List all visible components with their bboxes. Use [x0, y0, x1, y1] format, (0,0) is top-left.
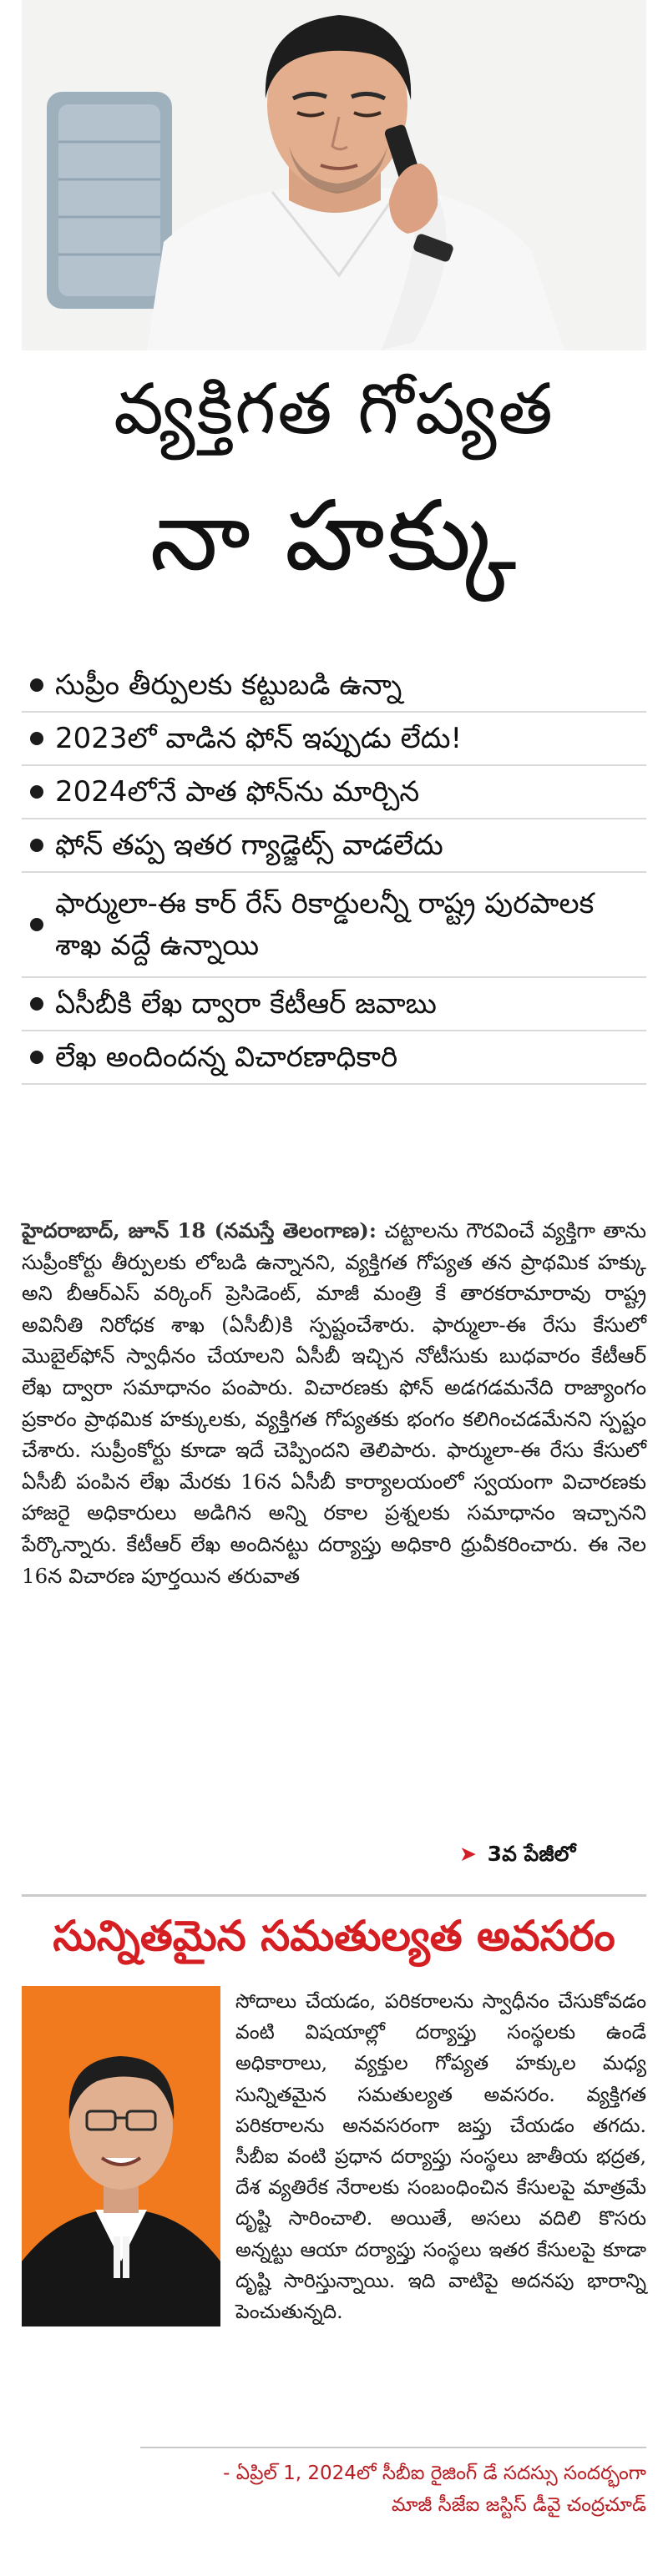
highlight-item	[22, 978, 646, 1031]
section-divider	[22, 1894, 646, 1897]
highlight-text: ఏసీబీకి లేఖ ద్వారా కేటీఆర్ జవాబు	[55, 987, 437, 1021]
highlight-text: ఫార్ములా-ఈ కార్ రేస్ రికార్డులన్నీ రాష్ట్ర పురపాలక శాఖ వద్దే ఉన్నాయి	[55, 887, 595, 962]
quote-credit	[140, 2458, 646, 2521]
credit-divider	[140, 2447, 646, 2448]
bullet-dot-icon	[30, 732, 43, 745]
article-body	[22, 1215, 646, 1591]
highlight-text: లేఖ అందిందన్న విచారణాధికారి	[55, 1041, 398, 1074]
sidebar-body: సోదాలు చేయడం, పరికరాలను స్వాధీనం చేసుకోవడం వంటి విషయాల్లో దర్యాప్తు సంస్థలకు ఉండే అధికారాలు, వ్యక్తుల గోప్యత హక్కుల మధ్య సున్నితమైన సమతుల్యత అవసరం. వ్యక్తిగత పరికరాలను అనవసరంగా జప్తు చేయడం తగదు. సీబీఐ వంటి ప్రధాన దర్యాప్తు సంస్థలు జాతీయ భద్రత, దేశ వ్యతిరేక నేరాలకు సంబంధించిన కేసులపై మాత్రమే దృష్టి సారించాలి. అయితే, అసలు వదిలి కొసరు అన్నట్టు ఆయా దర్యాప్తు సంస్థలు ఇతర కేసులపై కూడా దృష్టి సారిస్తున్నాయి. ఇది వాటిపై అదనపు భారాన్ని పెంచుతున్నది.	[235, 1989, 646, 2324]
bullet-dot-icon	[30, 1051, 43, 1064]
highlight-item	[22, 819, 646, 873]
headline-line-2: నా హక్కు	[149, 480, 519, 592]
article-dateline: హైదరాబాద్, జూన్ 18 (నమస్తే తెలంగాణ):	[22, 1218, 377, 1243]
highlights-list	[22, 659, 646, 1085]
highlight-text: ఫోన్ తప్ప ఇతర గ్యాడ్జెట్స్ వాడలేదు	[55, 829, 443, 862]
headline-line-1: వ్యక్తిగత గోప్యత	[114, 368, 554, 450]
highlight-item	[22, 1031, 646, 1085]
highlight-item	[22, 766, 646, 819]
continued-label: 3వ పేజీలో	[487, 1842, 576, 1866]
lead-photo	[22, 0, 646, 350]
highlight-text: సుప్రీం తీర్పులకు కట్టుబడి ఉన్నా	[55, 668, 402, 702]
sidebar-title: సున్నితమైన సమతుల్యత అవసరం	[53, 1912, 615, 1960]
highlight-text: 2024లోనే పాత ఫోన్‌ను మార్చిన	[55, 775, 420, 809]
bullet-dot-icon	[30, 678, 43, 692]
bullet-dot-icon	[30, 918, 43, 931]
highlight-item	[22, 873, 646, 978]
continued-on-page	[459, 1842, 575, 1872]
sidebar-portrait	[22, 1986, 220, 2326]
portrait-illustration	[22, 1986, 220, 2326]
credit-line-1: - ఏప్రిల్ 1, 2024లో సీబీఐ రైజింగ్ డే సదస్సు సందర్భంగా	[223, 2463, 646, 2484]
credit-line-2: మాజీ సీజేఐ జస్టిస్ డీవై చంద్రచూడ్	[391, 2494, 646, 2516]
lead-photo-illustration	[22, 0, 646, 350]
highlight-text: 2023లో వాడిన ఫోన్ ఇప్పుడు లేదు!	[55, 722, 463, 755]
bullet-dot-icon	[30, 997, 43, 1011]
bullet-dot-icon	[30, 839, 43, 852]
bullet-dot-icon	[30, 785, 43, 799]
highlight-item	[22, 659, 646, 713]
continued-arrow-icon: ➤	[459, 1842, 477, 1866]
article-text: చట్టాలను గౌరవించే వ్యక్తిగా తాను సుప్రీంకోర్టు తీర్పులకు లోబడి ఉన్నానని, వ్యక్తిగత గోప్యత తన ప్రాథమిక హక్కు అని బీఆర్ఎస్ వర్కింగ్ ప్రెసిడెంట్, మాజీ మంత్రి కే తారకరామారావు రాష్ట్ర అవినీతి నిరోధక శాఖ (ఏసీబీ)కి స్పష్టంచేశారు. ఫార్ములా-ఈ రేసు కేసులో మొబైల్‌ఫోన్ స్వాధీనం చేయాలని ఏసీబీ ఇచ్చిన నోటీసుకు బుధవారం కేటీఆర్ లేఖ ద్వారా సమాధానం పంపారు. విచారణకు ఫోన్ అడగడమనేది రాజ్యాంగం ప్రకారం ప్రాథమిక హక్కులకు, వ్యక్తిగత గోప్యతకు భంగం కలిగించడమేనని స్పష్టం చేశారు. సుప్రీంకోర్టు కూడా ఇదే చెప్పిందని తెలిపారు. ఫార్ములా-ఈ రేసు కేసులో ఏసీబీ పంపిన లేఖ మేరకు 16న ఏసీబీ కార్యాలయంలో స్వయంగా విచారణకు హాజరై అధికారులు అడిగిన అన్ని రకాల ప్రశ్నలకు సమాధానం ఇచ్చానని పేర్కొన్నారు. కేటీఆర్ లేఖ అందినట్టు దర్యాప్తు అధికారి ధ్రువీకరించారు. ఈ నెల 16న విచారణ పూర్తయిన తరువాత	[22, 1218, 647, 1588]
highlight-item	[22, 713, 646, 766]
